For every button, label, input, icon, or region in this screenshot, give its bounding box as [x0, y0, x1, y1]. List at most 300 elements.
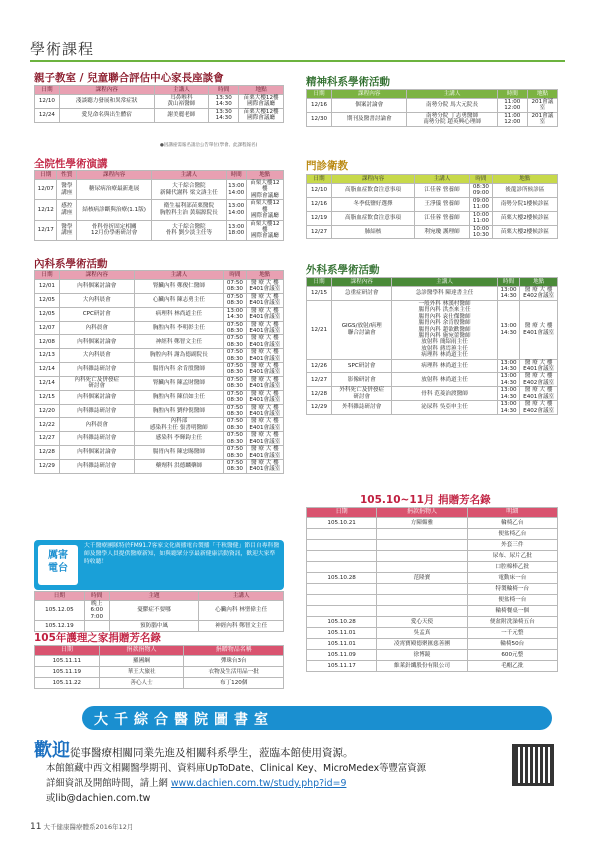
table-cell: 醫 療 大 樓 E401會議室 — [246, 293, 283, 307]
outpatient-table — [306, 174, 558, 239]
table-cell: 個案討論會 — [332, 99, 407, 113]
col-header: 性質 — [57, 171, 77, 180]
table-cell: 布丁120個 — [184, 678, 284, 689]
col-header: 地點 — [246, 171, 283, 180]
table-row — [35, 220, 284, 240]
table-cell: 內科雜誌研討會 — [59, 432, 134, 446]
table-cell: 電動床一台 — [467, 573, 557, 584]
table-row — [307, 529, 558, 540]
library-title-bar — [82, 706, 552, 730]
table-cell: 201會議室 — [527, 112, 557, 126]
table-cell: 肺結核 — [332, 225, 415, 239]
table-row — [307, 650, 558, 661]
table-cell: 13:00 14:30 — [497, 287, 520, 301]
table-cell: 一般外科 林漢村醫師 腸胃內科 洪杰來主任 腸胃內科 袁仕傑醫師 腸胃內科 余肯殷醫師 腸胃內科 趙欲歡醫師 腸胃內科 施宛蕾醫師 放射科 簡紹雨主任 放射科 蔣焉蕙主任 病理科 林尚道主任 — [392, 300, 497, 359]
table-cell: 便盆椅乙台 — [467, 529, 557, 540]
table-row — [35, 180, 284, 200]
col-header: 日期 — [35, 646, 100, 656]
table-cell: 12/08 — [35, 335, 60, 349]
table-cell: 冬季低鹽好選擇 — [332, 197, 415, 211]
table-cell: 結核病診斷與治療(1.1版) — [77, 200, 152, 220]
table-cell: 12/14 — [35, 363, 60, 377]
table-cell: 內科死亡及併發症 研討會 — [59, 376, 134, 390]
internal-med-table — [34, 270, 284, 474]
table-cell: 12/14 — [35, 376, 60, 390]
table-cell: 苗栗大樓12樓 國際會議廳 — [246, 200, 283, 220]
table-cell: 心臟內科 林聖偉主任 — [199, 601, 284, 621]
col-header: 日期 — [35, 86, 60, 95]
table-cell: 醫學 講座 — [57, 220, 77, 240]
table-cell: 13:00 18:00 — [226, 220, 246, 240]
table-cell — [377, 562, 467, 573]
table-row — [307, 573, 558, 584]
table-cell: 內科雜誌研討會 — [59, 404, 134, 418]
table-cell: 07:50 08:30 — [224, 293, 246, 307]
table-row — [307, 373, 558, 387]
table-row — [307, 584, 558, 595]
table-cell — [307, 584, 377, 595]
table-cell: 105.11.22 — [35, 678, 100, 689]
table-cell: 12/27 — [307, 225, 332, 239]
table-cell: 07:50 08:30 — [224, 446, 246, 460]
table-row — [307, 518, 558, 529]
table-cell: 105.11.19 — [35, 667, 100, 678]
table-row — [307, 225, 558, 239]
table-cell: 輪椅餐桌一個 — [467, 606, 557, 617]
col-header: 時間 — [497, 278, 520, 287]
table-cell: 病理科 林尚道主任 — [392, 359, 497, 373]
col-header: 捐款捐物人 — [99, 646, 184, 656]
table-cell: 醫 療 大 樓 E402會議室 — [520, 373, 558, 387]
table-cell: 外套三件 — [467, 540, 557, 551]
surgery-title: 外科系學術活動 — [306, 264, 380, 276]
col-header: 時間 — [470, 175, 493, 184]
table-cell: 12/07 — [35, 180, 57, 200]
table-row — [35, 432, 284, 446]
table-row — [307, 211, 558, 225]
table-cell: 醫 療 大 樓 E401會議室 — [246, 280, 283, 294]
table-cell: 愛心天使 — [377, 617, 467, 628]
table-cell: 12/28 — [307, 387, 332, 401]
table-cell: 內科雜誌研討會 — [59, 459, 134, 473]
hospital-wide-table — [34, 170, 284, 241]
col-header: 主講人 — [407, 90, 497, 99]
table-cell: 腸胃內科 余肯殷醫師 — [134, 363, 224, 377]
table-cell: 醫 療 大 樓 E402會議室 — [520, 287, 558, 301]
table-cell: 07:50 08:30 — [224, 459, 246, 473]
table-cell: 105.11.09 — [307, 650, 377, 661]
table-cell: 12/01 — [35, 280, 60, 294]
table-cell: 13:00 14:30 — [497, 401, 520, 415]
table-cell: 苗栗大樓12樓 國際會議廳 — [246, 220, 283, 240]
hospital-wide-title: 全院性學術演講 — [34, 158, 108, 170]
table-cell: 感控 講座 — [57, 200, 77, 220]
table-cell: 12/16 — [307, 197, 332, 211]
table-cell: 12/17 — [35, 220, 57, 240]
table-cell: 感染科 李輝鈞主任 — [134, 432, 224, 446]
table-cell: 105.10.28 — [307, 617, 377, 628]
table-cell: 12/29 — [307, 401, 332, 415]
table-cell: 10:00 11:00 — [470, 211, 493, 225]
table-cell: 07:50 08:30 — [224, 280, 246, 294]
table-cell: 預防腦中風 — [109, 621, 199, 632]
table-row — [307, 197, 558, 211]
table-cell: 11:00 12:00 — [497, 112, 527, 126]
table-cell: 放射科 林尚道主任 — [392, 373, 497, 387]
table-cell: 羅國綱 — [99, 656, 184, 667]
library-line2 — [46, 775, 346, 789]
table-cell: 衣物及生活用品一批 — [184, 667, 284, 678]
table-cell: 07:50 08:30 — [224, 418, 246, 432]
col-header: 主講人 — [414, 175, 469, 184]
table-cell: 輪椅乙台 — [467, 518, 557, 529]
radio-text: 大千醫療團隊特於FM91.7客家文化廣播電台製播「千秋醫健」節目自專科醫師及醫學人員提供醫療新知，如與聽眾分享最新健康活動資訊，歡迎大家準時收聽！ — [84, 543, 280, 565]
table-cell: SPC研討會 — [332, 359, 392, 373]
table-cell: 13:30 14:30 — [209, 95, 239, 109]
table-row — [35, 363, 284, 377]
nursing-donations-table — [34, 645, 284, 689]
col-header: 地點 — [492, 175, 557, 184]
table-row — [307, 359, 558, 373]
table-cell: 13:00 14:30 — [224, 307, 246, 321]
table-cell: 醫 療 大 樓 E401會議室 — [246, 446, 283, 460]
table-row — [35, 667, 284, 678]
table-cell: 12/19 — [307, 211, 332, 225]
table-row — [35, 390, 284, 404]
page-header — [30, 38, 565, 62]
table-cell: 13:00 14:30 — [497, 373, 520, 387]
table-row — [307, 661, 558, 672]
table-cell: CPC研討會 — [59, 307, 134, 321]
table-cell: 醫 療 大 樓 E401會議室 — [520, 300, 558, 359]
nursing-donations-title: 105年護理之家捐贈芳名錄 — [34, 632, 161, 644]
table-cell: 吳孟真 — [377, 628, 467, 639]
table-cell: 骨科骨折固定相關 12月份學術研討會 — [77, 220, 152, 240]
table-cell: 南勢分院1樓候診區 — [492, 197, 557, 211]
table-cell: 淺談聽力發展和異常症狀 — [59, 95, 154, 109]
table-cell: 特製輪椅一台 — [467, 584, 557, 595]
table-cell: 大內科晨會 — [59, 293, 134, 307]
table-cell: 一千元整 — [467, 628, 557, 639]
table-row — [35, 678, 284, 689]
table-row — [307, 639, 558, 650]
table-row — [307, 287, 558, 301]
table-cell: 骨科 范菱治渡醫師 — [392, 387, 497, 401]
table-cell: 內科個案討論會 — [59, 280, 134, 294]
table-cell: 07:50 08:30 — [224, 390, 246, 404]
table-row — [35, 335, 284, 349]
table-row — [307, 300, 558, 359]
table-cell: 12/30 — [307, 112, 332, 126]
internal-med-title: 內科系學術活動 — [34, 258, 108, 270]
table-cell: 12/07 — [35, 321, 60, 335]
table-cell: GIGS/放射/病理 聯合討論會 — [332, 300, 392, 359]
table-cell: 12/24 — [35, 108, 60, 122]
col-header: 日期 — [307, 90, 332, 99]
table-cell: 07:50 08:30 — [224, 432, 246, 446]
table-cell: 外科雜誌研討會 — [332, 401, 392, 415]
table-cell: 尿布、尿片乙批 — [467, 551, 557, 562]
library-url[interactable]: www.dachien.com.tw/study.php?id=9 — [170, 778, 347, 789]
table-cell: 11:00 12:00 — [497, 99, 527, 113]
table-cell: 內科個案討論會 — [59, 335, 134, 349]
table-row — [35, 656, 284, 667]
parent-class-table — [34, 85, 284, 123]
table-cell: 105.10.21 — [307, 518, 377, 529]
table-cell: 外科死亡及併發症 研討會 — [332, 387, 392, 401]
table-cell: 口腔棉棒乙批 — [467, 562, 557, 573]
table-cell: 愛兒命名與出生體宿 — [59, 108, 154, 122]
table-cell: 凌霄寶殿德聚匯慈善團 — [377, 639, 467, 650]
table-cell: 神經內科 鄭智文主任 — [199, 621, 284, 632]
table-cell — [307, 551, 377, 562]
col-header: 課程內容 — [332, 278, 392, 287]
table-cell: 毛帽乙批 — [467, 661, 557, 672]
table-cell: 13:00 14:30 — [497, 359, 520, 373]
table-cell: 江佳蓉 營養師 — [414, 211, 469, 225]
table-cell: 12/05 — [35, 293, 60, 307]
table-cell: 胸腔內科 李明彰主任 — [134, 321, 224, 335]
col-header: 課程內容 — [59, 86, 154, 95]
table-cell: 糖尿病治療最新進展 — [77, 180, 152, 200]
col-header: 地點 — [246, 271, 283, 280]
col-header: 日期 — [35, 592, 85, 601]
table-cell: 105.11.11 — [35, 656, 100, 667]
table-row — [307, 387, 558, 401]
table-row — [35, 321, 284, 335]
table-cell: 12/21 — [307, 300, 332, 359]
table-cell: 12/26 — [307, 359, 332, 373]
parent-class-title: 親子教室 / 兒童聯合評估中心家長座談會 — [34, 72, 224, 84]
table-cell — [377, 606, 467, 617]
table-cell: 07:50 08:30 — [224, 376, 246, 390]
table-cell: 13:00 14:00 — [226, 180, 246, 200]
table-cell: 徐博鏡 — [377, 650, 467, 661]
table-cell: 彈珠台3台 — [184, 656, 284, 667]
col-header: 主講人 — [199, 592, 284, 601]
table-cell: 苗栗大樓2樓候診區 — [492, 225, 557, 239]
table-cell: 醫 療 大 樓 E401會議室 — [246, 404, 283, 418]
table-cell: 600元整 — [467, 650, 557, 661]
table-cell: 09:00 11:00 — [470, 197, 493, 211]
table-cell: 醫 療 大 樓 E401會議室 — [520, 359, 558, 373]
table-cell: 苗栗大樓12樓 國際會議廳 — [246, 180, 283, 200]
table-cell: 腎臟內科 陳孟財醫師 — [134, 376, 224, 390]
col-header: 時間 — [224, 271, 246, 280]
table-row — [35, 349, 284, 363]
page-heading: 學術課程 — [30, 40, 95, 58]
table-cell: 高脂血症飲食注意事項 — [332, 211, 415, 225]
table-cell: 江佳蓉 營養師 — [414, 184, 469, 198]
table-cell: 苗栗大樓12樓 國際會議廳 — [239, 95, 284, 109]
page-number: 11 — [30, 822, 42, 832]
page-footer — [30, 822, 133, 832]
table-cell: 腸胃內科 陳忠賜醫師 — [134, 446, 224, 460]
library-email[interactable]: 或lib@dachien.com.tw — [46, 793, 151, 804]
table-row — [307, 562, 558, 573]
table-row — [35, 200, 284, 220]
table-row — [35, 108, 284, 122]
table-cell: 12/20 — [35, 404, 60, 418]
table-cell: 高脂血症飲食注意事項 — [332, 184, 415, 198]
table-cell: 13:00 14:30 — [497, 300, 520, 359]
table-cell: 12/15 — [35, 390, 60, 404]
table-cell — [377, 540, 467, 551]
table-cell: 內科個案討論會 — [59, 446, 134, 460]
table-cell: 醫 療 大 樓 E401會議室 — [246, 390, 283, 404]
table-cell: 維萊針纖股份有限公司 — [377, 661, 467, 672]
table-row — [35, 280, 284, 294]
col-header: 主題 — [109, 592, 199, 601]
table-cell — [377, 529, 467, 540]
table-row — [307, 99, 558, 113]
table-cell: 07:50 08:30 — [224, 321, 246, 335]
table-cell: 大內科晨會 — [59, 349, 134, 363]
qr-code-icon — [512, 744, 554, 786]
table-cell: 王淨儀 營養師 — [414, 197, 469, 211]
table-cell: 醫 療 大 樓 E401會議室 — [520, 387, 558, 401]
table-cell: 10:00 10:30 — [470, 225, 493, 239]
table-cell — [377, 595, 467, 606]
table-cell: 醫 療 大 樓 E401會議室 — [246, 363, 283, 377]
table-cell — [377, 551, 467, 562]
col-header: 捐款捐物人 — [377, 508, 467, 518]
table-cell: 衛生福利部苗栗醫院 胸腔科主治 黃瑞源院長 — [152, 200, 227, 220]
table-row — [307, 112, 558, 126]
table-cell: 心臟內科 陳志勇主任 — [134, 293, 224, 307]
table-cell: 醫 療 大 樓 E401會議室 — [246, 321, 283, 335]
col-header: 課程內容 — [77, 171, 152, 180]
table-cell: 醫 療 大 樓 E401會議室 — [246, 307, 283, 321]
table-cell: 13:30 14:30 — [209, 108, 239, 122]
table-cell: 胸腔內科 謝為德副院長 — [134, 349, 224, 363]
col-header: 主講人 — [392, 278, 497, 287]
table-row — [35, 293, 284, 307]
outpatient-title: 門診衛教 — [306, 160, 348, 172]
table-cell: 07:50 08:30 — [224, 363, 246, 377]
col-header: 時間 — [497, 90, 527, 99]
table-cell: 內科雜誌研討會 — [59, 363, 134, 377]
table-cell: 13:00 14:30 — [497, 387, 520, 401]
table-cell: 內科個案討論會 — [59, 390, 134, 404]
table-cell: 苗栗大樓2樓候診區 — [492, 211, 557, 225]
table-cell: 善心人士 — [99, 678, 184, 689]
col-header: 主講人 — [154, 86, 209, 95]
psych-title: 精神科系學術活動 — [306, 76, 390, 88]
table-row — [307, 628, 558, 639]
table-cell: 醫 療 大 樓 E401會議室 — [246, 335, 283, 349]
table-cell: 泌尿科 吳亞申主任 — [392, 401, 497, 415]
table-cell: 105.12.19 — [35, 621, 85, 632]
table-cell: 13:00 14:00 — [226, 200, 246, 220]
col-header: 地點 — [527, 90, 557, 99]
table-cell: 12/10 — [307, 184, 332, 198]
table-row — [35, 459, 284, 473]
table-cell: 腎臟內科 鄭俊仁醫師 — [134, 280, 224, 294]
table-cell: 胸腔內科 劉仲倪醫師 — [134, 404, 224, 418]
table-cell: 12/12 — [35, 200, 57, 220]
radio-table — [34, 591, 284, 632]
table-cell: 便盆附洗澡椅五台 — [467, 617, 557, 628]
table-cell: 內科部 感染科主任 張書明醫師 — [134, 418, 224, 432]
table-row — [307, 184, 558, 198]
table-cell: 期刊及醫書討論會 — [332, 112, 407, 126]
table-cell: 醫 療 大 樓 E402會議室 — [520, 401, 558, 415]
table-cell — [307, 529, 377, 540]
table-cell: 南勢分院 馬大元院長 — [407, 99, 497, 113]
table-cell — [307, 562, 377, 573]
col-header: 時間 — [209, 86, 239, 95]
table-cell: 謝美麗老師 — [154, 108, 209, 122]
radio-banner — [34, 540, 284, 590]
table-cell: 神經科 鄭智文主任 — [134, 335, 224, 349]
table-cell: 內科晨會 — [59, 321, 134, 335]
table-cell — [307, 595, 377, 606]
library-line2-text: 詳細資訊及開館時間，請上網 — [46, 778, 168, 789]
table-cell: 105.11.17 — [307, 661, 377, 672]
table-row — [307, 401, 558, 415]
table-cell: 105.11.01 — [307, 639, 377, 650]
table-row — [307, 595, 558, 606]
table-cell: 12/27 — [307, 373, 332, 387]
table-cell: 105.10.28 — [307, 573, 377, 584]
library-welcome-text: 從事醫療相關同業先進及相關科系學生，蒞臨本館使用資源。 — [70, 747, 354, 759]
table-cell: 范隆寶 — [377, 573, 467, 584]
table-cell — [307, 606, 377, 617]
table-cell: 12/10 — [35, 95, 60, 109]
table-cell: 07:50 08:30 — [224, 335, 246, 349]
library-line1: 本館館藏中西文相關醫學期刊、資料庫UpToDate、Clinical Key、MicroMedex等豐富資源 — [46, 763, 427, 774]
table-cell: 方陳媚雅 — [377, 518, 467, 529]
table-cell: 大千綜合醫院 新陳代謝科 梁文濤主任 — [152, 180, 227, 200]
psych-table — [306, 89, 558, 127]
table-cell: 便盆椅一台 — [467, 595, 557, 606]
col-header: 主講人 — [152, 171, 227, 180]
col-header: 課程內容 — [332, 90, 407, 99]
table-cell: 07:50 08:30 — [224, 349, 246, 363]
col-header: 捐贈物品名稱 — [184, 646, 284, 656]
table-cell: 105.11.01 — [307, 628, 377, 639]
col-header: 日期 — [35, 271, 60, 280]
table-cell: 12/28 — [35, 446, 60, 460]
table-cell: 12/15 — [307, 287, 332, 301]
col-header: 課程內容 — [332, 175, 415, 184]
table-cell: 08:30 09:00 — [470, 184, 493, 198]
table-cell: 12/16 — [307, 99, 332, 113]
donations-title: 105.10~11月 捐贈芳名錄 — [360, 494, 491, 506]
table-cell: 12/27 — [35, 432, 60, 446]
table-cell: 晚上 6:00 7:00 — [84, 601, 109, 621]
table-cell: 藥劑科 洪德麟藥師 — [134, 459, 224, 473]
table-cell: 耳鼻喉科 黃山裕醫師 — [154, 95, 209, 109]
library-welcome — [34, 736, 504, 762]
col-header: 地點 — [239, 86, 284, 95]
col-header: 課程內容 — [59, 271, 134, 280]
library-welcome-word: 歡迎 — [34, 740, 70, 761]
col-header: 日期 — [307, 175, 332, 184]
table-row — [35, 404, 284, 418]
publication: 大千健康醫療體系2016年12月 — [43, 823, 134, 831]
col-header: 日期 — [307, 508, 377, 518]
table-cell: 南勢分院 丁志勇醫師 南勢分院 趙英興心理師 — [407, 112, 497, 126]
table-cell: 病理科 林尚道主任 — [134, 307, 224, 321]
table-cell: 憂鬱症不要哪 — [109, 601, 199, 621]
library-title: 大千綜合醫院圖書室 — [94, 712, 274, 728]
table-cell: 後龍診所候診區 — [492, 184, 557, 198]
parent-class-note: ●因講座需報名請洽公告單位(學會、此課程報名) — [160, 143, 258, 148]
col-header: 日期 — [307, 278, 332, 287]
surgery-table — [306, 277, 558, 415]
